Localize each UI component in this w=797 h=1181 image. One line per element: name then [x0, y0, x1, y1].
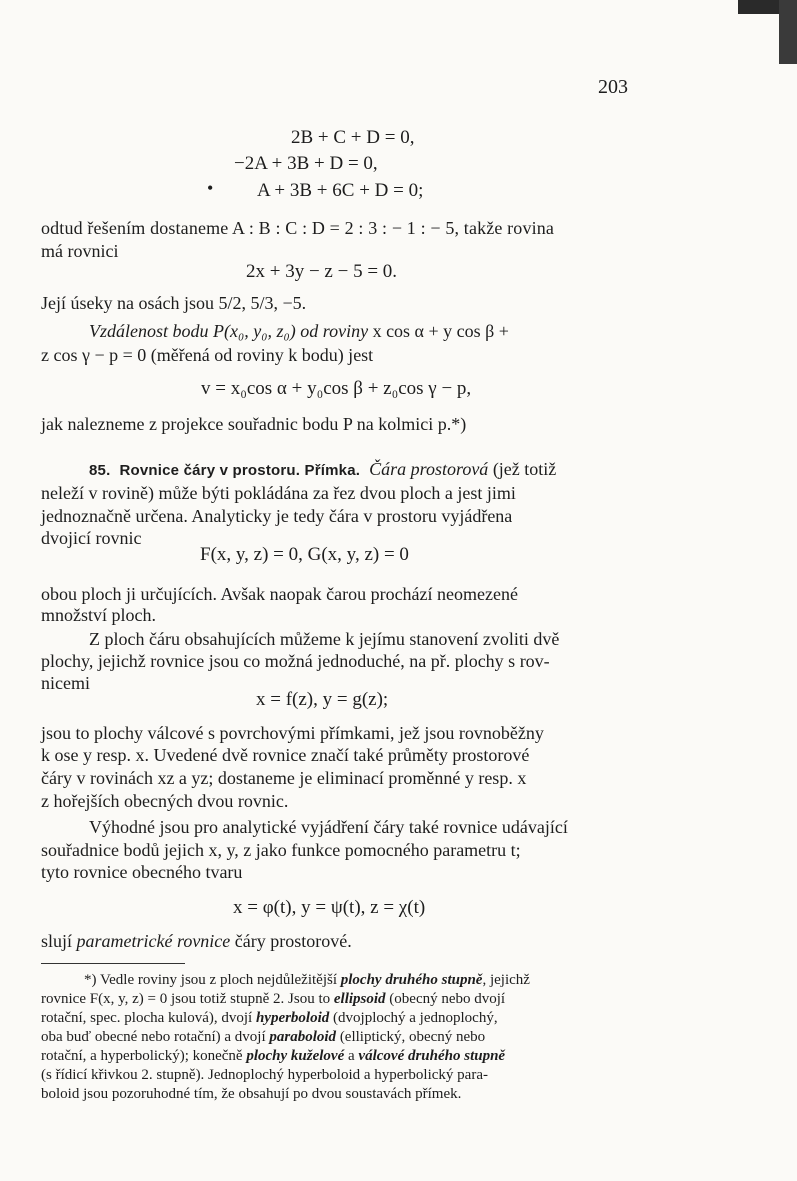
- italic-text: Čára prostorová: [369, 459, 489, 479]
- text-line: má rovnici: [41, 241, 119, 261]
- text-line: jak nalezneme z projekce souřadnic bodu P na kolmici p.*): [41, 414, 467, 434]
- equation-cylinders: x = f(z), y = g(z);: [256, 689, 389, 710]
- text-line: jsou to plochy válcové s povrchovými přímkami, jež jsou rovnoběžny: [41, 723, 544, 743]
- text-line: jednoznačně určena. Analyticky je tedy čára v prostoru vyjádřena: [41, 506, 513, 526]
- section-heading: [89, 459, 689, 480]
- text-line: dvojicí rovnic: [41, 528, 142, 548]
- italic-text: hyperboloid: [255, 1010, 330, 1026]
- footnote-line: [41, 1029, 641, 1046]
- section-number: 85.: [89, 462, 111, 479]
- text-line: čáry v rovinách xz a yz; dostaneme je eliminací proměnné y resp. x: [41, 768, 527, 788]
- footnote-line: [41, 1048, 641, 1065]
- text-span: *) Vedle roviny jsou z ploch nejdůležitější: [84, 972, 338, 988]
- italic-text: ellipsoid: [333, 991, 386, 1007]
- text-line: neleží v rovině) může býti pokládána za řez dvou ploch a jest jimi: [41, 483, 516, 503]
- text-span: rotační, spec. plocha kulová), dvojí: [41, 1010, 253, 1026]
- text-span: rovnice F(x, y, z) = 0 jsou totiž stupně 2. Jsou to: [41, 991, 331, 1007]
- footnote-line: (s řídicí křivkou 2. stupně). Jednoplochý hyperboloid a hyperbolický para-: [41, 1067, 488, 1083]
- text-line: tyto rovnice obecného tvaru: [41, 862, 243, 882]
- equation-curve: F(x, y, z) = 0, G(x, y, z) = 0: [200, 544, 409, 565]
- equation-distance: v = x₀cos α + y₀cos β + z₀cos γ − p,: [201, 378, 472, 399]
- section-title: Rovnice čáry v prostoru. Přímka.: [119, 462, 361, 479]
- text-line: souřadnice bodů jejich x, y, z jako funkce pomocného parametru t;: [41, 840, 521, 860]
- equation-plane: 2x + 3y − z − 5 = 0.: [246, 261, 398, 282]
- text-line: [89, 321, 689, 342]
- footnote-line: [84, 972, 684, 989]
- margin-dot: •: [207, 178, 214, 198]
- page-number: 203: [598, 76, 628, 98]
- footnote-line: [41, 991, 641, 1008]
- text-line: k ose y resp. x. Uvedené dvě rovnice značí také průměty prostorové: [41, 745, 530, 765]
- italic-text: plochy kuželové: [246, 1048, 345, 1064]
- text-span: , jejichž: [482, 972, 530, 988]
- text-span: (dvojplochý a jednoplochý,: [329, 1010, 498, 1026]
- equation-2: −2A + 3B + D = 0,: [234, 153, 378, 174]
- footnote-rule: [41, 963, 185, 964]
- text-span: a: [344, 1048, 355, 1064]
- text-span: oba buď obecné nebo rotační) a dvojí: [41, 1029, 266, 1045]
- text-line: [41, 931, 641, 952]
- text-line: nicemi: [41, 673, 90, 693]
- text-span: (jež totiž: [488, 459, 557, 479]
- footnote-line: boloid jsou pozoruhodné tím, že obsahují po dvou soustavách přímek.: [41, 1086, 462, 1102]
- italic-text: válcové druhého stupně: [358, 1048, 506, 1064]
- text-span: čáry prostorové.: [230, 931, 352, 951]
- text-line: plochy, jejichž rovnice jsou co možná jednoduché, na př. plochy s rov-: [41, 651, 550, 671]
- equation-3: A + 3B + 6C + D = 0;: [257, 180, 424, 201]
- text-line: množství ploch.: [41, 605, 156, 625]
- text-span: x cos α + y cos β +: [368, 321, 509, 341]
- text-line: obou ploch ji určujících. Avšak naopak čarou prochází neomezené: [41, 584, 518, 604]
- text-line: Výhodné jsou pro analytické vyjádření čáry také rovnice udávající: [89, 817, 568, 837]
- text-line: Z ploch čáru obsahujících můžeme k jejímu stanovení zvoliti dvě: [89, 629, 560, 649]
- italic-text: Vzdálenost bodu P(x₀, y₀, z₀) od roviny: [89, 321, 369, 341]
- text-line: z hořejších obecných dvou rovnic.: [41, 791, 289, 811]
- equation-parametric: x = φ(t), y = ψ(t), z = χ(t): [233, 897, 426, 918]
- italic-text: plochy druhého stupně: [340, 972, 483, 988]
- text-line: Její úseky na osách jsou 5/2, 5/3, −5.: [41, 293, 307, 313]
- italic-text: paraboloid: [269, 1029, 337, 1045]
- equation-1: 2B + C + D = 0,: [291, 127, 415, 148]
- footnote-line: [41, 1010, 641, 1027]
- text-span: rotační, a hyperbolický); konečně: [41, 1048, 243, 1064]
- text-span: slují: [41, 931, 77, 951]
- scan-edge-right: [779, 0, 797, 64]
- text-span: (obecný nebo dvojí: [385, 991, 506, 1007]
- text-line: odtud řešením dostaneme A : B : C : D = 2 : 3 : − 1 : − 5, takže rovina: [41, 218, 555, 238]
- text-line: z cos γ − p = 0 (měřená od roviny k bodu) jest: [41, 345, 374, 365]
- italic-text: parametrické rovnice: [76, 931, 231, 951]
- text-span: (elliptický, obecný nebo: [336, 1029, 486, 1045]
